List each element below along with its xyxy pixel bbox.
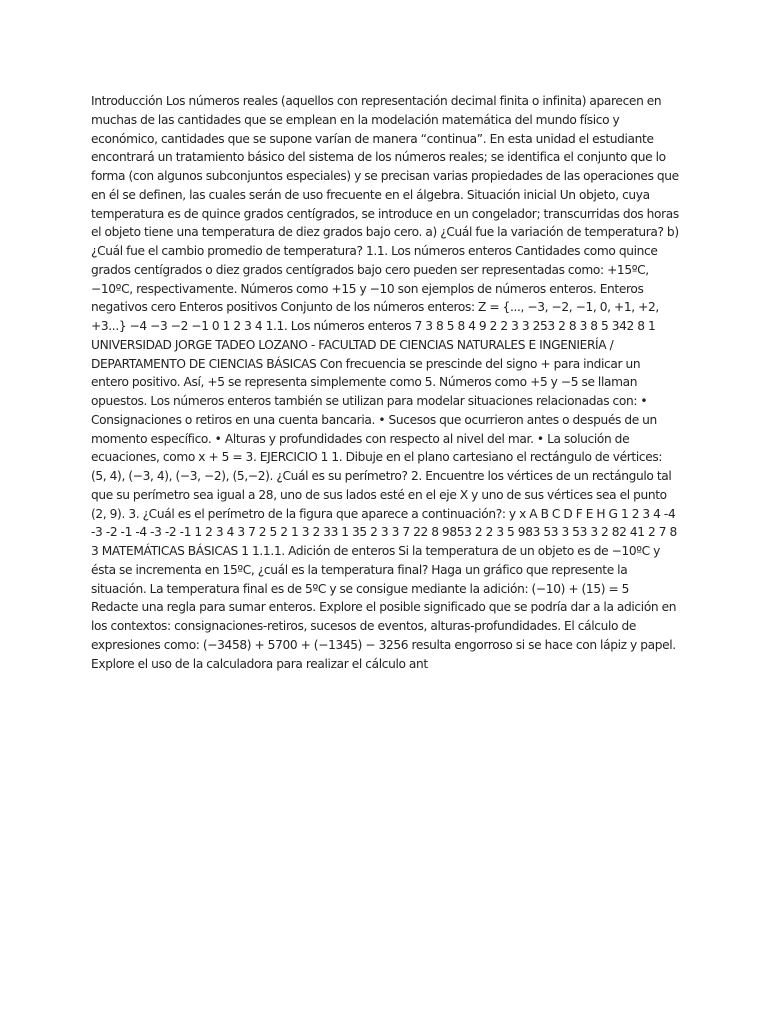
document-body-text: Introducción Los números reales (aquellos con representación decimal finita o infinita) aparecen en muchas de las cantidades que se emplean en la modelación matemática del mundo físico y económico, cantidades que se supone varían de manera “continua”. En esta unidad el estudiante encontrará un tratamiento básico del sistema de los números reales; se identifica el conjunto que lo forma (con algunos subconjuntos especiales) y se precisan varias propiedades de las operaciones que en él se definen, las cuales serán de uso frecuente en el álgebra. Situación inicial Un objeto, cuya temperatura es de quince grados centígrados, se introduce en un congelador; transcurridas dos horas el objeto tiene una temperatura de diez grados bajo cero. a) ¿Cuál fue la variación de temperatura? b) ¿Cuál fue el cambio promedio de temperatura? 1.1. Los números enteros Cantidades como quince grados centígrados o diez grados centígrados bajo cero pueden ser representadas como: +15ºC, −10ºC, respectivamente. Números como +15 y −10 son ejemplos de números enteros. Enteros negativos cero Enteros positivos Conjunto de los números enteros: Z = {..., −3, −2, −1, 0, +1, +2, +3...} −4 −3 −2 −1 0 1 2 3 4 1.1. Los números enteros 7 3 8 5 8 4 9 2 2 3 3 253 2 8 3 8 5 342 8 1 UNIVERSIDAD JORGE TADEO LOZANO - FACULTAD DE CIENCIAS NATURALES E INGENIERÍA / DEPARTAMENTO DE CIENCIAS BÁSICAS Con frecuencia se prescinde del signo + para indicar un entero positivo. Así, +5 se representa simplemente como 5. Números como +5 y −5 se llaman opuestos. Los números enteros también se utilizan para modelar situaciones relacionadas con: • Consignaciones o retiros en una cuenta bancaria. • Sucesos que ocurrieron antes o después de un momento específico. • Alturas y profundidades con respecto al nivel del mar. • La solución de ecuaciones, como x + 5 = 3. EJERCICIO 1 1. Dibuje en el plano cartesiano el rectángulo de vértices: (5, 4), (−3, 4), (−3, −2), (5,−2). ¿Cuál es su perímetro? 2. Encuentre los vértices de un rectángulo tal que su perímetro sea igual a 28, uno de sus lados esté en el eje X y uno de sus vértices sea el punto (2, 9). 3. ¿Cuál es el perímetro de la figura que aparece a continuación?: y x A B C D F E H G 1 2 3 4 -4 -3 -2 -1 -4 -3 -2 -1 1 2 3 4 3 7 2 5 2 1 3 2 33 1 35 2 3 3 7 22 8 9853 2 2 3 5 983 53 3 53 3 2 82 41 2 7 8 3 MATEMÁTICAS BÁSICAS 1 1.1.1. Adición de enteros Si la temperatura de un objeto es de −10ºC y ésta se incrementa en 15ºC, ¿cuál es la temperatura final? Haga un gráfico que represente la situación. La temperatura final es de 5ºC y se consigue mediante la adición: (−10) + (15) = 5 Redacte una regla para sumar enteros. Explore el posible significado que se podría dar a la adición en los contextos: consignaciones-retiros, sucesos de eventos, alturas-profundidades. El cálculo de expresiones como: (−3458) + 5700 + (−1345) − 3256 resulta engorroso si se hace con lápiz y papel. Explore el uso de la calculadora para realizar el cálculo ant: [91, 94, 679, 671]
